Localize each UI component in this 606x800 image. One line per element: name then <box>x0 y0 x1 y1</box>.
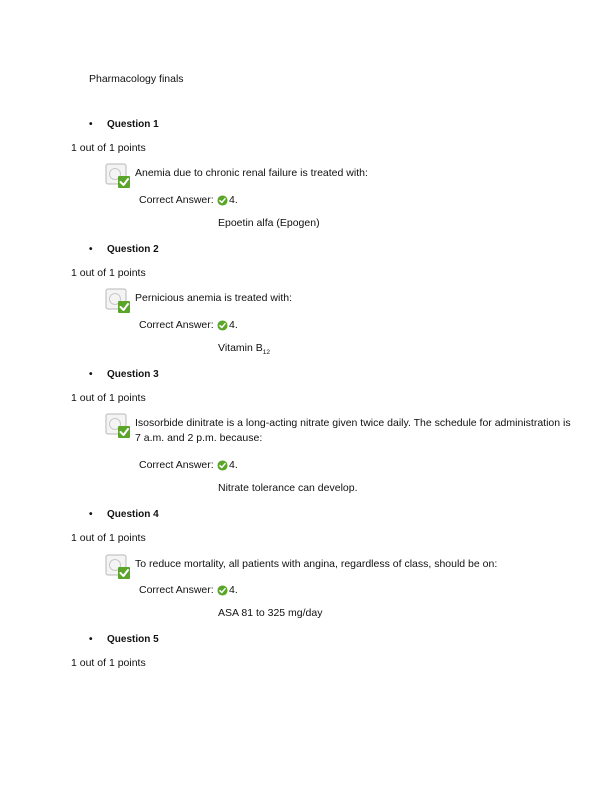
question-title: Question 4 <box>107 509 159 520</box>
answer-text-main: Vitamin B <box>218 342 263 354</box>
question-text: Anemia due to chronic renal failure is treated with: <box>135 167 368 179</box>
question-heading <box>89 369 159 380</box>
bullet-icon: • <box>89 119 93 130</box>
checkmark-icon <box>217 460 228 471</box>
question-title: Question 5 <box>107 634 159 645</box>
answer-number: 4. <box>229 584 238 596</box>
question-text <box>135 416 571 446</box>
bullet-icon: • <box>89 369 93 380</box>
correct-answer-label: Correct Answer: <box>139 319 214 331</box>
question-heading <box>89 119 159 130</box>
answer-text: ASA 81 to 325 mg/day <box>218 607 323 619</box>
question-points: 1 out of 1 points <box>71 532 146 544</box>
question-points: 1 out of 1 points <box>71 142 146 154</box>
question-row <box>105 557 497 580</box>
checkmark-icon <box>217 320 228 331</box>
bullet-icon: • <box>89 244 93 255</box>
question-heading <box>89 509 159 520</box>
answer-subscript: 12 <box>262 349 270 357</box>
question-title: Question 2 <box>107 244 159 255</box>
answer-number: 4. <box>229 459 238 471</box>
correct-answer-label: Correct Answer: <box>139 194 214 206</box>
answer-number: 4. <box>229 319 238 331</box>
question-row <box>105 416 571 446</box>
question-title: Question 3 <box>107 369 159 380</box>
answer-number: 4. <box>229 194 238 206</box>
answer-text <box>218 342 270 356</box>
question-points: 1 out of 1 points <box>71 267 146 279</box>
question-heading <box>89 244 159 255</box>
question-row <box>105 291 292 314</box>
correct-question-icon <box>105 288 133 314</box>
correct-question-icon <box>105 413 133 439</box>
bullet-icon: • <box>89 634 93 645</box>
answer-text: Nitrate tolerance can develop. <box>218 482 358 494</box>
question-title: Question 1 <box>107 119 159 130</box>
correct-question-icon <box>105 554 133 580</box>
question-points: 1 out of 1 points <box>71 657 146 669</box>
checkmark-icon <box>217 195 228 206</box>
question-heading <box>89 634 159 645</box>
correct-answer-row <box>139 319 238 331</box>
correct-question-icon <box>105 163 133 189</box>
checkmark-icon <box>217 585 228 596</box>
question-text-line1: Isosorbide dinitrate is a long-acting nitrate given twice daily. The schedule for administration is <box>135 417 571 429</box>
question-text-line2: 7 a.m. and 2 p.m. because: <box>135 432 263 444</box>
correct-answer-row <box>139 459 238 471</box>
question-text: Pernicious anemia is treated with: <box>135 292 292 304</box>
document-title: Pharmacology finals <box>89 73 184 85</box>
correct-answer-row <box>139 584 238 596</box>
answer-text: Epoetin alfa (Epogen) <box>218 217 320 229</box>
question-points: 1 out of 1 points <box>71 392 146 404</box>
correct-answer-row <box>139 194 238 206</box>
correct-answer-label: Correct Answer: <box>139 459 214 471</box>
bullet-icon: • <box>89 509 93 520</box>
correct-answer-label: Correct Answer: <box>139 584 214 596</box>
question-text: To reduce mortality, all patients with angina, regardless of class, should be on: <box>135 558 498 570</box>
question-row <box>105 166 368 189</box>
